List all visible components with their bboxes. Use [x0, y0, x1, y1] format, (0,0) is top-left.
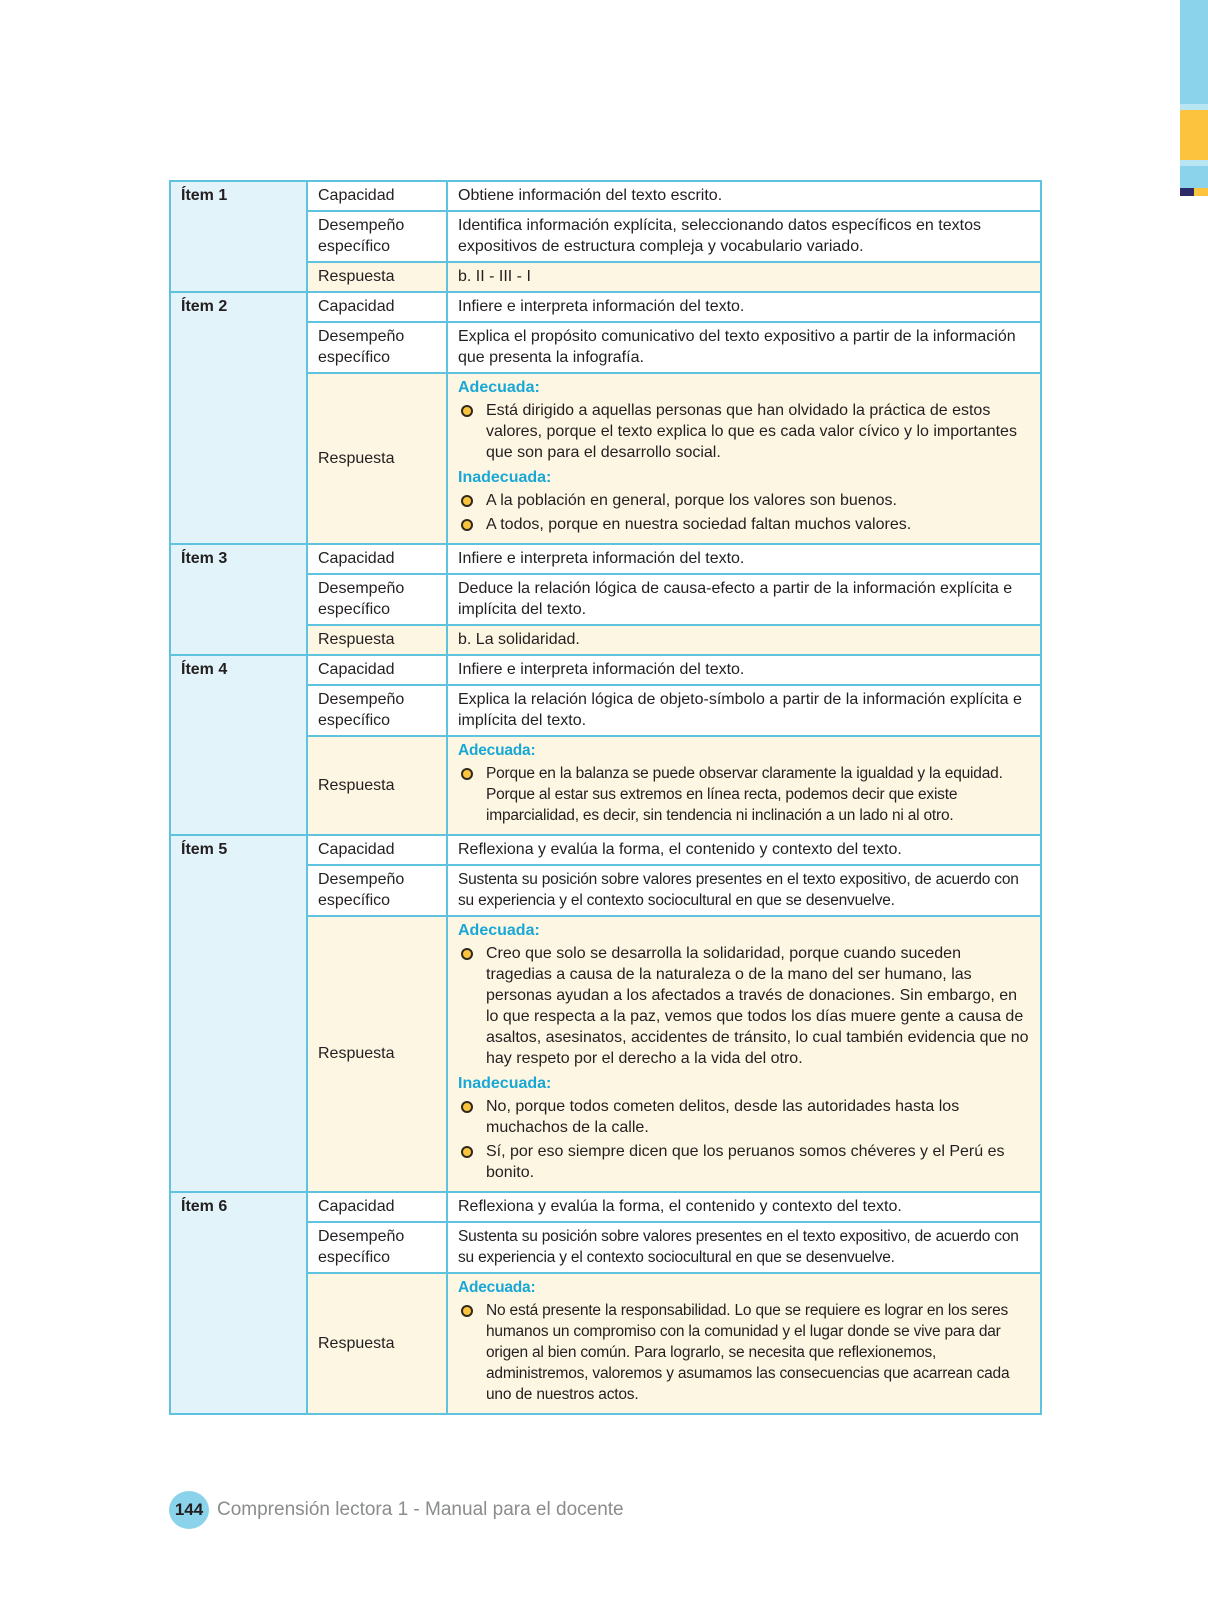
- edge-tab-yellow: [1180, 110, 1208, 160]
- page-number: 144: [169, 1491, 209, 1529]
- item-label: Ítem 1: [170, 181, 307, 292]
- row-label: Capacidad: [307, 292, 447, 322]
- row-label: Desempeño específico: [307, 685, 447, 736]
- response-cell: [447, 736, 1041, 835]
- list-item: A todos, porque en nuestra sociedad faltan muchos valores.: [458, 514, 1030, 535]
- row-value: Obtiene información del texto escrito.: [447, 181, 1041, 211]
- evaluation-table: [169, 180, 1042, 1415]
- row-label: Desempeño específico: [307, 322, 447, 373]
- row-label: Respuesta: [307, 736, 447, 835]
- bullet-list: [458, 763, 1030, 826]
- table-row: [170, 835, 1041, 865]
- item-label: Ítem 6: [170, 1192, 307, 1414]
- row-label: Respuesta: [307, 916, 447, 1192]
- row-value: Reflexiona y evalúa la forma, el contenido y contexto del texto.: [447, 1192, 1041, 1222]
- row-label: Capacidad: [307, 655, 447, 685]
- edge-tab-blue: [1180, 0, 1208, 104]
- row-label: Respuesta: [307, 373, 447, 544]
- item-label: Ítem 4: [170, 655, 307, 835]
- row-label: Desempeño específico: [307, 1222, 447, 1273]
- row-value: Infiere e interpreta información del texto.: [447, 655, 1041, 685]
- bullet-list: [458, 1300, 1030, 1405]
- row-label: Desempeño específico: [307, 865, 447, 916]
- table-row: [170, 292, 1041, 322]
- item-label: Ítem 3: [170, 544, 307, 655]
- table-row: [170, 1192, 1041, 1222]
- book-title: Comprensión lectora 1 - Manual para el docente: [217, 1499, 624, 1520]
- row-value: Explica la relación lógica de objeto-símbolo a partir de la información explícita e implícita del texto.: [447, 685, 1041, 736]
- row-label: Capacidad: [307, 544, 447, 574]
- row-value: Explica el propósito comunicativo del texto expositivo a partir de la información que presenta la infografía.: [447, 322, 1041, 373]
- bullet-list: [458, 1096, 1030, 1183]
- page-footer: [169, 1491, 624, 1529]
- row-value: b. La solidaridad.: [447, 625, 1041, 655]
- edge-tab-blue: [1180, 166, 1208, 188]
- row-value: Sustenta su posición sobre valores presentes en el texto expositivo, de acuerdo con su experiencia y el contexto sociocultural en que se desenvuelve.: [447, 865, 1041, 916]
- row-label: Respuesta: [307, 625, 447, 655]
- list-item: No está presente la responsabilidad. Lo que se requiere es lograr en los seres humanos un compromiso con la comunidad y el lugar donde se vive para dar origen al bien común. Para lograrlo, se necesita que reflexionemos, administremos, valoremos y asumamos las consecuencias que acarrean cada uno de nuestros actos.: [458, 1300, 1030, 1405]
- bullet-list: [458, 400, 1030, 463]
- row-value: Infiere e interpreta información del texto.: [447, 544, 1041, 574]
- adequate-heading: Adecuada:: [458, 922, 540, 939]
- list-item: Creo que solo se desarrolla la solidaridad, porque cuando suceden tragedias a causa de la naturaleza o de la mano del ser humano, las personas ayudan a los afectados a través de donaciones. Sin embargo, en lo que respecta a la paz, vemos que todos los días muere gente a causa de asaltos, asesinatos, accidentes de tránsito, lo cual también evidencia que no hay respeto por el derecho a la vida del otro.: [458, 943, 1030, 1069]
- bullet-list: [458, 490, 1030, 535]
- row-value: Reflexiona y evalúa la forma, el contenido y contexto del texto.: [447, 835, 1041, 865]
- row-value: Identifica información explícita, seleccionando datos específicos en textos expositivos de estructura compleja y vocabulario variado.: [447, 211, 1041, 262]
- item-label: Ítem 5: [170, 835, 307, 1192]
- row-label: Respuesta: [307, 262, 447, 292]
- response-cell: [447, 1273, 1041, 1414]
- list-item: Porque en la balanza se puede observar claramente la igualdad y la equidad. Porque al estar sus extremos en línea recta, podemos decir que existe imparcialidad, es decir, sin tendencia ni inclinación a un lado ni al otro.: [458, 763, 1030, 826]
- row-label: Desempeño específico: [307, 574, 447, 625]
- table-row: [170, 181, 1041, 211]
- row-label: Respuesta: [307, 1273, 447, 1414]
- adequate-heading: Adecuada:: [458, 379, 540, 396]
- inadequate-heading: Inadecuada:: [458, 469, 552, 486]
- table-row: [170, 655, 1041, 685]
- edge-tab-mark: [1194, 188, 1208, 196]
- response-cell: [447, 916, 1041, 1192]
- row-label: Desempeño específico: [307, 211, 447, 262]
- row-value: b. II - III - I: [447, 262, 1041, 292]
- row-label: Capacidad: [307, 1192, 447, 1222]
- row-label: Capacidad: [307, 181, 447, 211]
- list-item: A la población en general, porque los valores son buenos.: [458, 490, 1030, 511]
- bullet-list: [458, 943, 1030, 1069]
- item-label: Ítem 2: [170, 292, 307, 544]
- list-item: Sí, por eso siempre dicen que los peruanos somos chéveres y el Perú es bonito.: [458, 1141, 1030, 1183]
- row-label: Capacidad: [307, 835, 447, 865]
- adequate-heading: Adecuada:: [458, 742, 536, 759]
- table-row: [170, 544, 1041, 574]
- list-item: Está dirigido a aquellas personas que han olvidado la práctica de estos valores, porque el texto explica lo que es cada valor cívico y lo importantes que son para el desarrollo social.: [458, 400, 1030, 463]
- response-cell: [447, 373, 1041, 544]
- edge-tab-mark: [1180, 188, 1194, 196]
- inadequate-heading: Inadecuada:: [458, 1075, 552, 1092]
- row-value: Sustenta su posición sobre valores presentes en el texto expositivo, de acuerdo con su experiencia y el contexto sociocultural en que se desenvuelve.: [447, 1222, 1041, 1273]
- adequate-heading: Adecuada:: [458, 1279, 536, 1296]
- list-item: No, porque todos cometen delitos, desde las autoridades hasta los muchachos de la calle.: [458, 1096, 1030, 1138]
- row-value: Infiere e interpreta información del texto.: [447, 292, 1041, 322]
- row-value: Deduce la relación lógica de causa-efecto a partir de la información explícita e implícita del texto.: [447, 574, 1041, 625]
